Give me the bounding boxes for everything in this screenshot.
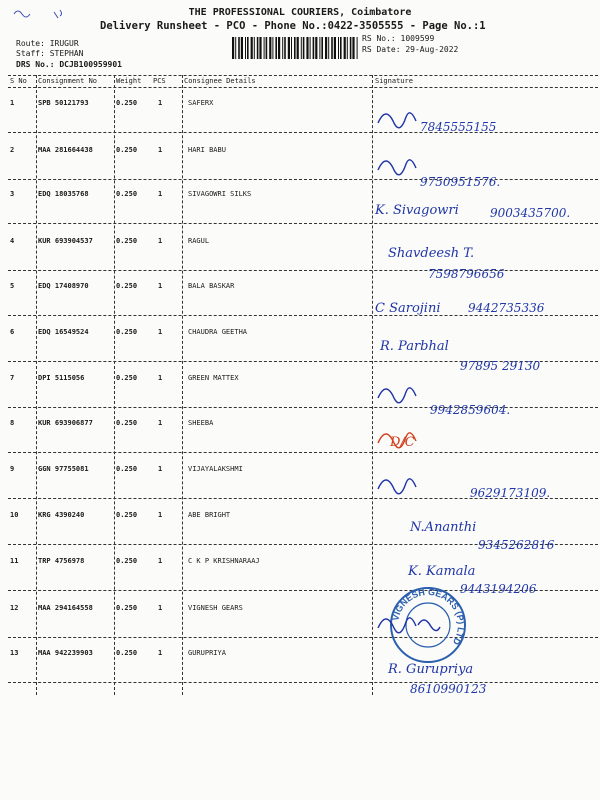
row-consignee: SIVAGOWRI SILKS bbox=[188, 190, 252, 198]
row-pcs: 1 bbox=[158, 237, 163, 245]
row-sno: 11 bbox=[10, 557, 19, 565]
row-consignment: EDQ 17408970 bbox=[38, 282, 89, 290]
row-consignment: KUR 693906877 bbox=[38, 419, 93, 427]
row-sno: 8 bbox=[10, 419, 15, 427]
row-pcs: 1 bbox=[158, 419, 163, 427]
signature-4 bbox=[370, 239, 595, 285]
staff-line: Staff: STEPHAN bbox=[16, 49, 84, 58]
col-signature: Signature bbox=[375, 77, 413, 85]
rs-no-line: RS No.: 1009599 bbox=[362, 34, 435, 43]
signature-5 bbox=[370, 284, 595, 330]
signature-phone: 9442735336 bbox=[468, 301, 545, 315]
company-title: THE PROFESSIONAL COURIERS, Coimbatore bbox=[188, 7, 412, 18]
barcode bbox=[232, 37, 360, 59]
row-consignee: VIGNESH GEARS bbox=[188, 604, 243, 612]
svg-text:VIGNESH GEARS (P) LTD: VIGNESH GEARS (P) LTD bbox=[390, 586, 467, 647]
row-consignment: EDQ 16549524 bbox=[38, 328, 89, 336]
signature-11 bbox=[370, 559, 595, 605]
row-sno: 13 bbox=[10, 649, 19, 657]
row-sno: 10 bbox=[10, 511, 19, 519]
row-consignment: MAA 281664438 bbox=[38, 146, 93, 154]
signature-phone: 9750951576. bbox=[420, 175, 501, 189]
signature-phone: 7845555155 bbox=[420, 120, 497, 134]
row-sno: 7 bbox=[10, 374, 15, 382]
col-consignment: Consignment No bbox=[38, 77, 98, 85]
row-sno: 2 bbox=[10, 146, 15, 154]
signature-phone: 7598796656 bbox=[428, 267, 505, 281]
row-weight: 0.250 bbox=[116, 282, 138, 290]
row-consignee: ABE BRIGHT bbox=[188, 511, 231, 519]
row-pcs: 1 bbox=[158, 328, 163, 336]
row-sno: 4 bbox=[10, 237, 15, 245]
row-pcs: 1 bbox=[158, 282, 163, 290]
row-consignment: GGN 97755081 bbox=[38, 465, 89, 473]
signature-name: C Sarojini bbox=[375, 301, 441, 316]
row-consignee: BALA BASKAR bbox=[188, 282, 235, 290]
signature-10 bbox=[370, 513, 595, 559]
row-pcs: 1 bbox=[158, 146, 163, 154]
row-consignee: GURUPRIYA bbox=[188, 649, 226, 657]
signature-name: R. Parbhal bbox=[380, 339, 449, 354]
row-pcs: 1 bbox=[158, 604, 163, 612]
signature-name: K. Kamala bbox=[408, 564, 476, 579]
runsheet-subtitle: Delivery Runsheet - PCO - Phone No.:0422-3505555 - Page No.:1 bbox=[100, 20, 486, 32]
row-consignment: EDQ 18035768 bbox=[38, 190, 89, 198]
row-sno: 3 bbox=[10, 190, 15, 198]
row-sno: 5 bbox=[10, 282, 15, 290]
signature-2 bbox=[370, 148, 595, 194]
row-weight: 0.250 bbox=[116, 465, 138, 473]
row-consignee: HARI BABU bbox=[188, 146, 226, 154]
row-consignment: MAA 294164558 bbox=[38, 604, 93, 612]
row-weight: 0.250 bbox=[116, 604, 138, 612]
row-consignee: VIJAYALAKSHMI bbox=[188, 465, 243, 473]
row-sno: 1 bbox=[10, 99, 15, 107]
row-consignee: GREEN MATTEX bbox=[188, 374, 239, 382]
signature-13 bbox=[370, 651, 595, 697]
signature-name: N.Ananthi bbox=[410, 520, 477, 535]
row-consignment: MAA 942239903 bbox=[38, 649, 93, 657]
col-consignee: Consignee Details bbox=[184, 77, 256, 85]
row-weight: 0.250 bbox=[116, 557, 138, 565]
signature-name: R. Gurupriya bbox=[388, 662, 474, 677]
signature-name: K. Sivagowri bbox=[375, 203, 459, 218]
row-consignment: KUR 693904537 bbox=[38, 237, 93, 245]
drs-line: DRS No.: DCJB100959901 bbox=[16, 60, 122, 69]
row-weight: 0.250 bbox=[116, 374, 138, 382]
col-sno: S No bbox=[10, 77, 27, 85]
signature-phone: 9345262816 bbox=[478, 538, 555, 552]
row-consignee: C K P KRISHNARAAJ bbox=[188, 557, 260, 565]
signature-phone: 9942859604. bbox=[430, 403, 511, 417]
signature-name: Shavdeesh T. bbox=[388, 246, 475, 261]
row-consignee: SAFERX bbox=[188, 99, 214, 107]
row-consignment: DPI 5115056 bbox=[38, 374, 85, 382]
signature-phone: 9003435700. bbox=[490, 206, 571, 220]
row-consignment: TRP 4756978 bbox=[38, 557, 85, 565]
row-consignee: RAGUL bbox=[188, 237, 210, 245]
col-weight: Weight bbox=[116, 77, 142, 85]
row-weight: 0.250 bbox=[116, 328, 138, 336]
row-sno: 9 bbox=[10, 465, 15, 473]
row-pcs: 1 bbox=[158, 190, 163, 198]
signature-1 bbox=[370, 101, 595, 147]
row-sno: 6 bbox=[10, 328, 15, 336]
signature-phone: 9629173109. bbox=[470, 486, 551, 500]
signature-6 bbox=[370, 330, 595, 376]
row-weight: 0.250 bbox=[116, 146, 138, 154]
row-sno: 12 bbox=[10, 604, 19, 612]
row-consignment: KRG 4390240 bbox=[38, 511, 85, 519]
row-pcs: 1 bbox=[158, 557, 163, 565]
row-weight: 0.250 bbox=[116, 237, 138, 245]
row-weight: 0.250 bbox=[116, 419, 138, 427]
signature-phone: 9443194206 bbox=[460, 582, 537, 596]
row-weight: 0.250 bbox=[116, 99, 138, 107]
signature-12 bbox=[370, 606, 595, 652]
signature-phone: 97895 29130 bbox=[460, 359, 541, 373]
signature-3 bbox=[370, 192, 595, 238]
row-consignee: SHEEBA bbox=[188, 419, 214, 427]
signature-9 bbox=[370, 467, 595, 513]
signature-name: D/C bbox=[390, 435, 415, 450]
row-weight: 0.250 bbox=[116, 511, 138, 519]
row-weight: 0.250 bbox=[116, 649, 138, 657]
signature-7 bbox=[370, 376, 595, 422]
row-pcs: 1 bbox=[158, 374, 163, 382]
rs-date-line: RS Date: 29-Aug-2022 bbox=[362, 45, 459, 54]
signature-8 bbox=[370, 421, 595, 467]
row-consignment: SPB 50121793 bbox=[38, 99, 89, 107]
col-pcs: PCS bbox=[153, 77, 166, 85]
row-pcs: 1 bbox=[158, 99, 163, 107]
row-consignee: CHAUDRA GEETHA bbox=[188, 328, 248, 336]
row-pcs: 1 bbox=[158, 649, 163, 657]
row-pcs: 1 bbox=[158, 465, 163, 473]
signature-phone: 8610990123 bbox=[410, 682, 487, 696]
row-weight: 0.250 bbox=[116, 190, 138, 198]
row-pcs: 1 bbox=[158, 511, 163, 519]
route-line: Route: IRUGUR bbox=[16, 39, 79, 48]
